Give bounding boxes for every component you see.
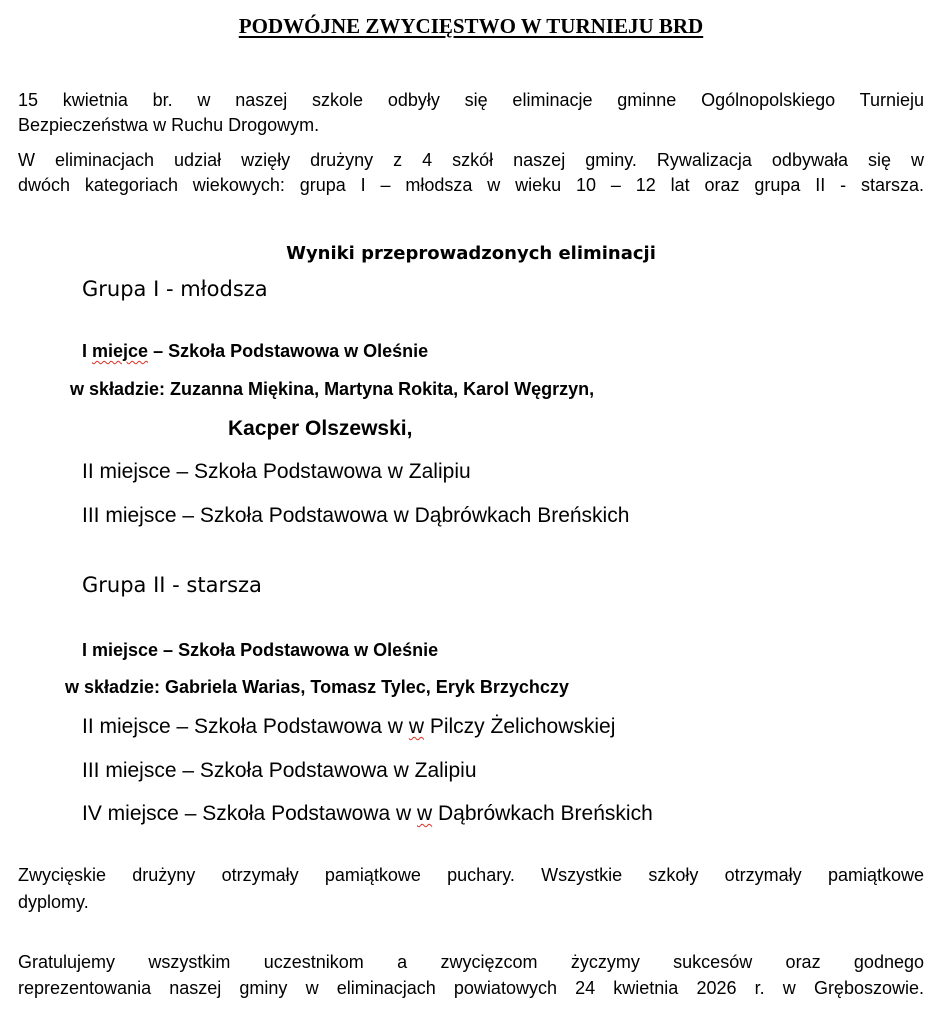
group-2-third-place: III miejsce – Szkoła Podstawowa w Zalipiu: [82, 759, 477, 782]
group-2-fourth-place: [82, 802, 653, 826]
repeated-word: w: [416, 802, 433, 825]
fourth-place-text-end: Dąbrówkach Breńskich: [432, 802, 653, 825]
closing-line-1: Zwycięskie drużyny otrzymały pamiątkowe puchary. Wszystkie szkoły otrzymały pamiątkowe: [18, 865, 924, 885]
group-1-members-cont: Kacper Olszewski,: [228, 417, 413, 440]
second-place-text: II miejsce – Szkoła Podstawowa w: [82, 715, 409, 738]
closing-line-3: Gratulujemy wszystkim uczestnikom a zwycięzcom życzymy sukcesów oraz godnego: [18, 952, 924, 972]
intro-line-1: 15 kwietnia br. w naszej szkole odbyły się eliminacje gminne Ogólnopolskiego Turnieju: [18, 90, 924, 110]
closing-line-4: reprezentowania naszej gminy w eliminacjach powiatowych 24 kwietnia 2026 r. w Gręboszowie.: [18, 978, 924, 998]
second-place-text-end: Pilczy Żelichowskiej: [423, 715, 616, 738]
group-1-title: Grupa I - młodsza: [82, 277, 268, 301]
group-1-third-place: III miejsce – Szkoła Podstawowa w Dąbrówkach Breńskich: [82, 504, 630, 527]
repeated-word: w: [408, 715, 424, 738]
group-2-members: w składzie: Gabriela Warias, Tomasz Tylec, Eryk Brzychczy: [65, 677, 569, 697]
group-1-first-place: [82, 341, 428, 362]
intro-line-4: dwóch kategoriach wiekowych: grupa I – młodsza w wieku 10 – 12 lat oraz grupa II - starsza.: [18, 175, 924, 195]
misspelled-word: miejce: [92, 341, 149, 361]
group-2-first-place: I miejsce – Szkoła Podstawowa w Oleśnie: [82, 640, 439, 660]
results-heading: Wyniki przeprowadzonych eliminacji: [286, 243, 656, 264]
group-2-title: Grupa II - starsza: [82, 573, 262, 597]
document-title: PODWÓJNE ZWYCIĘSTWO W TURNIEJU BRD: [238, 14, 704, 38]
fourth-place-text: IV miejsce – Szkoła Podstawowa w: [82, 802, 417, 825]
intro-line-2: Bezpieczeństwa w Ruchu Drogowym.: [18, 115, 320, 135]
intro-line-3: W eliminacjach udział wzięły drużyny z 4 szkół naszej gminy. Rywalizacja odbywała się w: [18, 150, 924, 170]
first-place-prefix: I: [82, 341, 93, 361]
closing-line-2: dyplomy.: [18, 892, 89, 912]
group-1-members: w składzie: Zuzanna Miękina, Martyna Rokita, Karol Węgrzyn,: [70, 379, 595, 399]
group-1-second-place: II miejsce – Szkoła Podstawowa w Zalipiu: [82, 460, 471, 483]
group-2-second-place: [82, 715, 615, 739]
first-place-rest: – Szkoła Podstawowa w Oleśnie: [148, 341, 429, 361]
